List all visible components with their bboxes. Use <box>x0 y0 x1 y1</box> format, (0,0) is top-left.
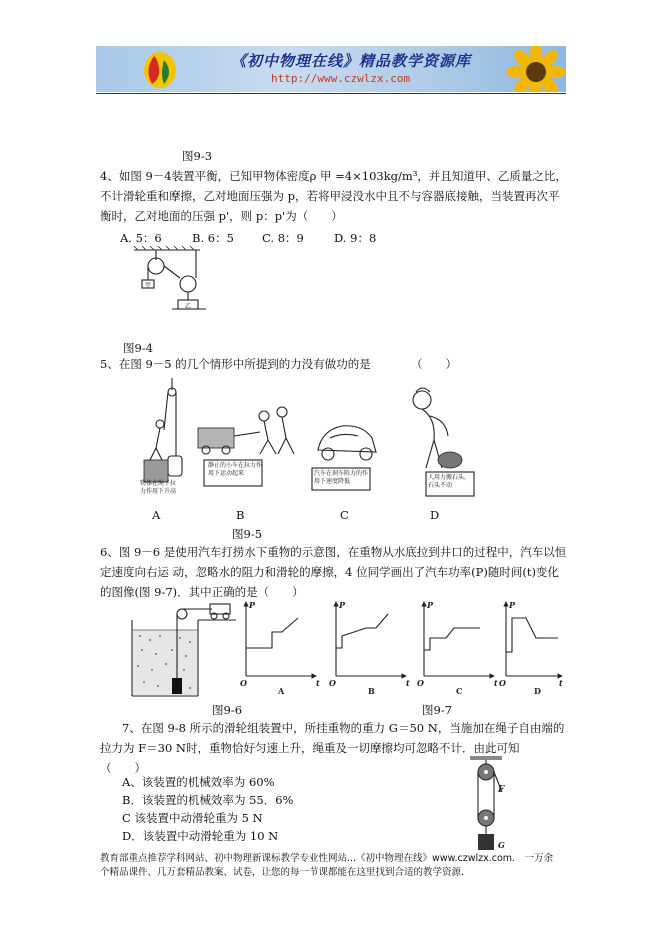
fig95-panel-b-caption: 静止的小车在拉力作用下运动起来 <box>208 462 263 477</box>
graph-d-axis-p: P <box>509 600 516 610</box>
graph-c-letter: C <box>456 686 463 696</box>
q4-line1: 4、如图 9－4装置平衡，已知甲物体密度ρ 甲 =4×103kg/m³，并且知道甲、乙质量之比， <box>100 169 567 183</box>
fig94-label-yi: 乙 <box>185 303 192 310</box>
fig95-letter-c: C <box>340 508 349 522</box>
q7-option-c[interactable]: C 该装置中动滑轮重为 5 N <box>122 811 263 825</box>
graph-a-axis-t: t <box>316 678 320 688</box>
header-banner <box>96 46 566 92</box>
fig98-label-f: F <box>498 785 505 795</box>
fig96-caption: 图9-6 <box>212 703 243 717</box>
q4-line2: 不计滑轮重和摩擦，乙对地面压强为 p，若将甲浸没水中且不与容器底接触，当装置再次平 <box>100 189 560 203</box>
q4-option-c[interactable]: C. 8：9 <box>262 231 304 245</box>
fig94-pulley-diagram <box>134 248 224 318</box>
fig95-panel-a-caption: 物体在绳子拉力作用下升高 <box>140 480 177 495</box>
fig98-label-g: G <box>498 840 505 850</box>
fig97-caption: 图9-7 <box>422 703 453 717</box>
q4-option-a[interactable]: A. 5：6 <box>120 231 162 245</box>
graph-b-axis-t: t <box>406 678 410 688</box>
graph-d-letter: D <box>534 686 541 696</box>
fig98-pulley-diagram <box>462 756 522 852</box>
fig93-caption: 图9-3 <box>182 149 213 163</box>
graph-b-origin: O <box>329 678 336 688</box>
fig95-illustration <box>130 378 490 518</box>
graph-b-axis-p: P <box>339 600 346 610</box>
q7-line3: （ ） <box>100 761 146 775</box>
graph-b-letter: B <box>368 686 375 696</box>
header-rule <box>96 93 566 94</box>
graph-d-origin: O <box>499 678 506 688</box>
q4-option-b[interactable]: B. 6：5 <box>192 231 234 245</box>
q5-stem: 5、在图 9－5 的几个情形中所提到的力没有做功的是 （ ） <box>100 357 458 371</box>
fig96-well-diagram <box>132 600 242 700</box>
graph-c-origin: O <box>417 678 424 688</box>
logo-icon <box>134 46 194 92</box>
q6-line3: 的图像(图 9-7)．其中正确的是（ ） <box>100 585 304 599</box>
q6-line1: 6、图 9－6 是使用汽车打捞水下重物的示意图，在重物从水底拉到井口的过程中，汽车以恒 <box>100 545 567 559</box>
q6-line2: 定速度向右运 动，忽略水的阻力和滑轮的摩擦，4 位同学画出了汽车功率(P)随时间(t)变化 <box>100 565 559 579</box>
fig95-panel-c-caption: 汽车在刹车阻力的作用下速度降低 <box>314 470 369 485</box>
graph-c-axis-p: P <box>427 600 434 610</box>
graph-a <box>246 602 316 676</box>
fig95-letter-a: A <box>152 508 161 522</box>
fig95-letter-d: D <box>430 508 440 522</box>
footer-line1: 教育部重点推荐学科网站、初中物理新课标教学专业性网站...《初中物理在线》www.czwlzx.com． 一万余 <box>100 853 554 864</box>
q7-line1: 7、在图 9-8 所示的滑轮组装置中，所挂重物的重力 G＝50 N，当施加在绳子自由端的 <box>122 721 565 735</box>
q7-option-a[interactable]: A、该装置的机械效率为 60% <box>122 775 275 789</box>
graph-b <box>336 602 406 676</box>
fig95-letter-b: B <box>236 508 245 522</box>
q7-line2: 拉力为 F＝30 N时，重物恰好匀速上升，绳重及一切摩擦均可忽略不计．由此可知 <box>100 741 520 755</box>
sunflower-icon <box>496 46 566 92</box>
graph-d-axis-t: t <box>559 678 563 688</box>
q7-option-d[interactable]: D．该装置中动滑轮重为 10 N <box>122 829 279 843</box>
fig97-graphs <box>236 596 566 696</box>
fig94-label-jia: 甲 <box>145 282 152 289</box>
graph-a-letter: A <box>278 686 285 696</box>
graph-c-axis-t: t <box>494 678 498 688</box>
q7-option-b[interactable]: B．该装置的机械效率为 55．6% <box>122 793 294 807</box>
fig95-caption: 图9-5 <box>232 527 263 541</box>
graph-d <box>506 602 562 676</box>
graph-a-axis-p: P <box>249 600 256 610</box>
fig95-panel-a <box>144 378 182 482</box>
header-title: 《初中物理在线》精品教学资源库 <box>231 52 472 70</box>
footer-line2: 个精品课件、几万套精品教案、试卷，让您的每一节课都能在这里找到合适的教学资源． <box>100 867 471 878</box>
graph-c <box>424 602 494 676</box>
header-url[interactable]: http://www.czwlzx.com <box>271 72 411 85</box>
graph-a-origin: O <box>240 678 247 688</box>
q4-line3: 衡时，乙对地面的压强 p'，则 p：p'为（ ） <box>100 209 343 223</box>
fig94-caption: 图9-4 <box>123 341 154 355</box>
fig95-panel-d-caption: 人用力搬石头，石头不动 <box>428 474 471 489</box>
q4-option-d[interactable]: D. 9：8 <box>334 231 377 245</box>
